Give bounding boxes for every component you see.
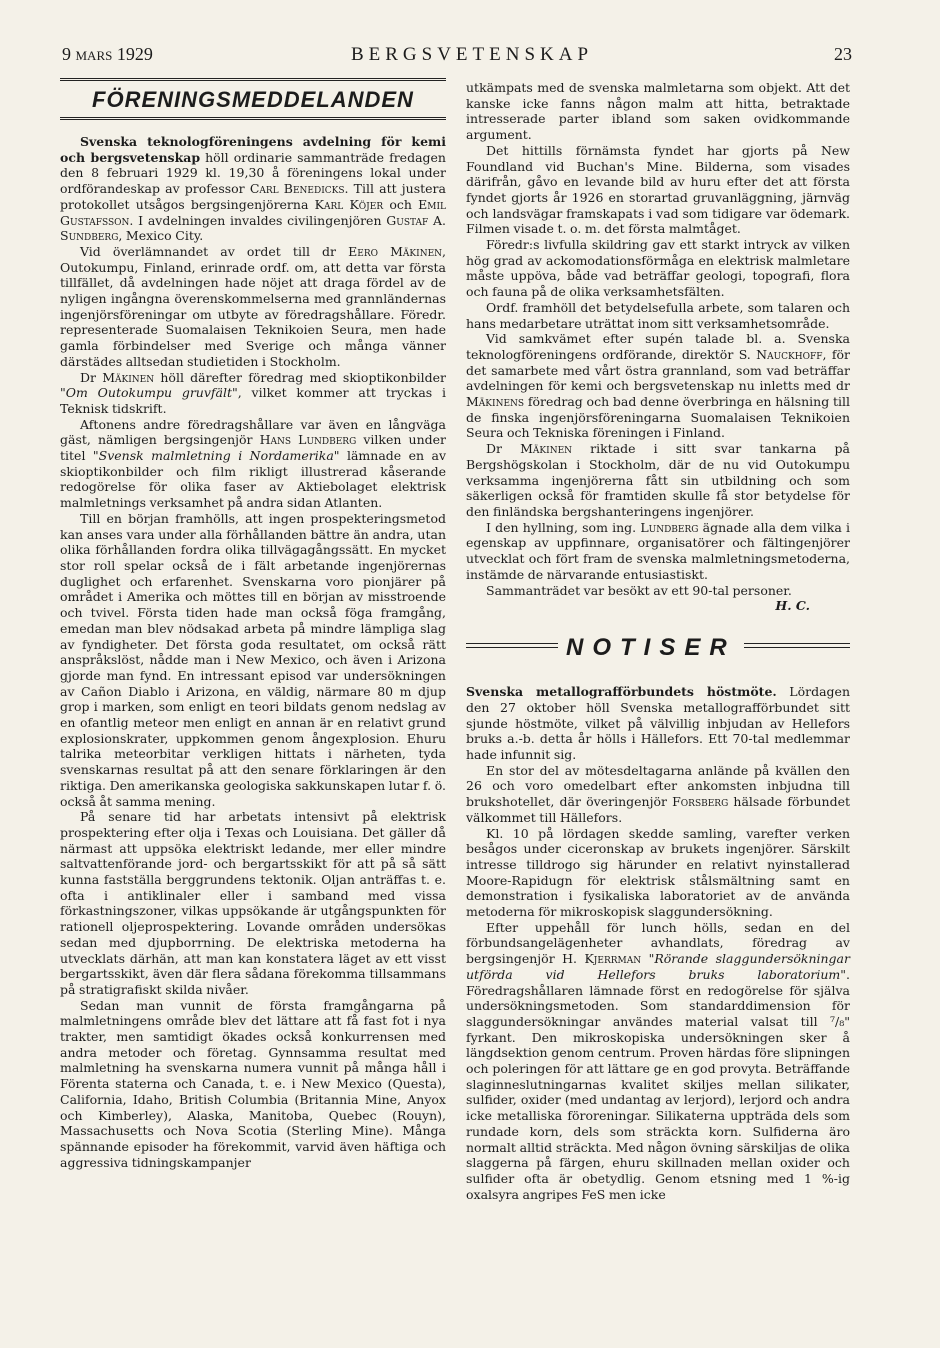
paragraph — [466, 520, 850, 583]
text: ägnade alla dem vilka i egenskap av uppfinnare, organisatörer och fältingenjörer utvecklat och fört fram de svenska malmletningsmetoderna, instämde de närvarande entusiastiskt. — [466, 519, 850, 582]
person-name: Eero Mäkinen — [348, 243, 443, 259]
text: Efter uppehåll för lunch hölls, sedan en del förbundsangelägenheter avhandlats, föredrag av bergsingenjör — [466, 919, 850, 967]
paragraph: Föredr:s livfulla skildring gav ett starkt intryck av vilken hög grad av ackomodationsförmåga en elektrisk malmletare måste uppöva, både vad beträffar geologi, topografi, flora och fauna på de olika verksamhetsfälten. — [466, 237, 850, 300]
text: Dr — [80, 369, 103, 385]
right-column — [466, 80, 850, 1202]
paragraph — [466, 331, 850, 441]
paragraph: Sammanträdet var besökt av ett 90-tal personer. — [486, 582, 792, 598]
text: . Föredragshållaren lämnade först en redogörelse för själva undersökningsmetoden. Som standarddimension för slaggundersökningar användes material valsat till ⁷/₈" fyrkant. Den mikroskopiska undersökningen sker å längdsektion genom centrum. Proven härdas före slipningen och poleringen för att lättare ge en god provyta. Beträffande slaginneslutningarnas kvalitet skiljes mellan silikater, sulfider, oxider (med undantag av lerjord), lerjord och andra icke metalliska föroreningar. Silikaterna uppträda dels som rundade korn, dels som sträckta korn. Sulfiderna äro normalt alltid sträckta. Med någon övning särskiljas de olika slaggerna på färgen, ehuru skillnaden mellan oxider och sulfider ofta är obetydlig. Genom etsning med 1 %-ig oxalsyra angripes FeS men icke — [466, 966, 850, 1202]
paragraph: Sedan man vunnit de första framgångarna på malmletningens område blev det lättare att få fast fot i nya trakter, men samtidigt ökades också konkurrensen med andra metoder och företag. Gynnsamma resultat med malmletning ha svenskarna numera vunnit på många håll i Förenta staterna och Canada, t. e. i New Mexico (Questa), California, Idaho, British Columbia (Britannia Mine, Anyox och Kimberley), Alaska, Manitoba, Quebec (Rouyn), Massachusetts och Nova Scotia (Sterling Mine). Många spännande episoder ha förekommit, varvid även häftiga och aggressiva tidningskampanjer — [60, 997, 446, 1170]
date-day: 9 — [62, 44, 71, 64]
text: , Mexico City. — [118, 228, 204, 244]
text: höll ordinarie sammanträde fredagen den 8 februari 1929 kl. 19,30 å föreningens lokal under ordförandeskap av professor — [60, 149, 446, 197]
paragraph: Till en början framhölls, att ingen prospekteringsmetod kan anses vara under alla förhållanden bättre än andra, utan olika förhållanden fordra olika tillvägagångssätt. En mycket stor roll spelar också de i fält arbetande ingenjörernas duglighet och erfarenhet. Svenskarna voro pionjärer på området i Amerika och möttes till en början av misstroende och tvivel. Första tiden hade man också föga framgång, emedan man blev nödsakad arbeta på mindre lämpliga slag av fyndigheter. Det första goda resultatet, om också rätt anspråkslöst, nådde man i New Mexico, och även i Arizona gjorde man fynd. En intressant episod var undersökningen av Cañon Diablo i Arizona, en väldig, närmare 80 m djup grop i marken, som enligt en teori bildats genom nedslag av en ofantlig meteor men enligt en annan är en relativt grund explosionskrater, uppkommen genom ångexplosion. Ehuru talrika meteorbitar verkligen hittats i närheten, tyda svenskarnas resultat på att den senare förklaringen är den riktiga. Den amerikanska geologiska sakkunskapen lutar f. ö. också åt samma mening. — [60, 510, 446, 809]
text: riktade i sitt svar tankarna på Bergshögskolan i Stockholm, där de nu vid Outokumpu verksamma ingenjörerna fått sin utbildning och som säkerligen också för framtiden skulle få stor betydelse för den finländska bergshanteringens ingenjörer. — [466, 441, 850, 519]
text: och — [383, 196, 419, 212]
text: , vilket kommer att tryckas i Teknisk tidskrift. — [60, 385, 446, 416]
signature: H. C. — [775, 598, 810, 614]
person-name: S. Nauckhoff — [738, 346, 823, 362]
lecture-title: "Rörande slaggundersökningar utförda vid Hellefors bruks laboratorium" — [466, 951, 850, 982]
person-name: Lundberg — [640, 519, 699, 535]
person-name: Karl Köjer — [314, 196, 384, 212]
paragraph — [466, 441, 850, 520]
text: Aftonens andre föredragshållare var även en långväga gäst, nämligen bergsingenjör — [60, 416, 446, 448]
person-name: Mäkinen — [520, 441, 573, 457]
text: hälsade förbundet välkommet till Hällefors. — [466, 794, 850, 825]
page-number: 23 — [834, 44, 852, 64]
left-column — [60, 78, 446, 1170]
running-head — [62, 42, 852, 68]
text: vilken under titel — [60, 432, 446, 464]
paragraph: Kl. 10 på lördagen skedde samling, varefter verken besågos under ciceronskap av brukets ingenjörer. Särskilt intresse tilldrogo sig härunder en relativt nyinstallerad Moore-Rapidugn för elektrisk stålsmältning samt en demonstration i fysikaliska laboratoriet av de använda metoderna för mikroskopisk slaggundersökning. — [466, 825, 850, 920]
text: . I avdelningen invaldes civilingenjören — [129, 212, 387, 228]
person-name: Gustaf A. Sundberg — [60, 212, 446, 244]
paragraph — [60, 370, 446, 417]
person-name: Carl Benedicks — [249, 181, 345, 197]
paragraph: utkämpats med de svenska malmletarna som objekt. Att det kanske icke fanns någon malm att hitta, betraktade intresserade parter ibland som saken ovidkommande argument. — [466, 80, 850, 143]
paragraph — [466, 684, 850, 763]
person-name: H. Kjerrman — [562, 951, 642, 967]
text: höll därefter föredrag med skioptikonbilder — [154, 369, 446, 385]
section-title: FÖRENINGSMEDDELANDEN — [60, 87, 446, 113]
lead-bold: Svenska metallografförbundets höstmöte. — [466, 684, 777, 700]
lecture-title: "Om Outokumpu gruvfält" — [60, 385, 238, 401]
paragraph: Det hittills förnämsta fyndet har gjorts på New Foundland vid Buchan's Mine. Bilderna, som visades därifrån, gåvo en levande bild av huru efter det att första fyndet gjorts år 1926 en storartad gruvanläggning, järnväg och landsvägar framskapats i vad som tidigare var ödemark. Filmen visade t. o. m. det första malmtåget. — [466, 142, 850, 237]
text: Vid samkvämet efter supén talade bl. a. Svenska teknologföreningens ordförande, direktör — [466, 331, 850, 362]
lead-bold: Svenska teknologföreningens avdelning för kemi och bergsvetenskap — [60, 134, 446, 165]
text: Lördagen den 27 oktober höll Svenska metallografförbundet sitt sjunde höstmöte, vilket på välvillig inbjudan av Hellefors bruks a.-b. detta år hölls i Hällefors. Ett 70-tal medlemmar hade infunnit sig. — [466, 684, 851, 763]
text: , Outokumpu, Finland, erinrade ordf. om, att detta var första tillfället, då avdelningen hade nöjet att draga fördel av de nyligen ingångna överenskommelserna med grannländernas ingenjörsföreningar om utbyte av föredragshållare. Föredr. representerade Suomalaisen Teknikoien Seura, men hade gamla förbindelser med Sverige och många vänner därstädes alltsedan studietiden i Stockholm. — [60, 243, 446, 369]
journal-title: BERGSVETENSKAP — [350, 44, 594, 65]
date-month: mars — [75, 44, 113, 64]
text: lämnade en av skioptikonbilder och film rikligt illustrerad kåserande redogörelse för olika faser av Aktiebolaget elektrisk malmletnings verksamhet på andra sidan Atlanten. — [60, 448, 446, 511]
paragraph — [60, 417, 446, 511]
section-banner — [60, 78, 446, 120]
date-year: 1929 — [116, 44, 153, 64]
text: , för det samarbete med vårt östra grannland, som vad beträffar avdelningen för kemi och bergsvetenskap nu inletts med dr — [466, 346, 850, 394]
paragraph: På senare tid har arbetats intensivt på elektrisk prospektering efter olja i Texas och Louisiana. Det gäller då närmast att uppsöka elektriskt ledande, mer eller mindre saltvattenförande jord- och bergartsskikt för att på så sätt kunna fastställa berggrundens tektonik. Oljan anträffas t. e. ofta i antiklinaler eller i samband med vissa förkastningszoner, vilkas uppsökande är utgångspunkten för rationell oljeprospektering. Lovande områden undersökas sedan med djupborrning. De elektriska metoderna ha utvecklats därhän, att man kan konstatera läget av ett visst bergartsskikt, även där flera sådana förekomma tillsammans på stratigrafiskt skilda nivåer. — [60, 809, 446, 997]
person-name: Mäkinen — [102, 369, 155, 385]
section-banner — [466, 634, 850, 666]
text: föredrag och bad denne överbringa en hälsning till de finska ingenjörsföreningarna Suomalaisen Teknikoien Seura och Tekniska föreningen i Finland. — [466, 394, 850, 441]
person-name: Hans Lundberg — [259, 432, 357, 448]
paragraph — [466, 763, 850, 826]
paragraph — [466, 920, 850, 1203]
text: En stor del av mötesdeltagarna anlände på kvällen den 26 och voro omedelbart efter ankomsten inbjudna till brukshotellet, där överingenjör — [466, 762, 850, 810]
person-name: Forsberg — [672, 794, 729, 810]
paragraph: Ordf. framhöll det betydelsefulla arbete, som talaren och hans medarbetare uträttat inom sitt verksamhetsområde. — [466, 299, 850, 331]
paragraph — [60, 244, 446, 370]
text: Dr — [486, 441, 521, 457]
person-name: Mäkinens — [466, 394, 525, 410]
section-title: NOTISER — [558, 634, 744, 662]
text: Vid överlämnandet av ordet till dr — [80, 243, 349, 259]
person-name: Emil Gustafsson — [60, 196, 446, 228]
text: . Till att justera protokollet utsågos bergsingenjörerna — [60, 181, 446, 212]
lecture-title: "Svensk malmletning i Nordamerika" — [92, 448, 340, 464]
text: I den hyllning, som ing. — [486, 519, 641, 535]
paragraph — [60, 134, 446, 244]
